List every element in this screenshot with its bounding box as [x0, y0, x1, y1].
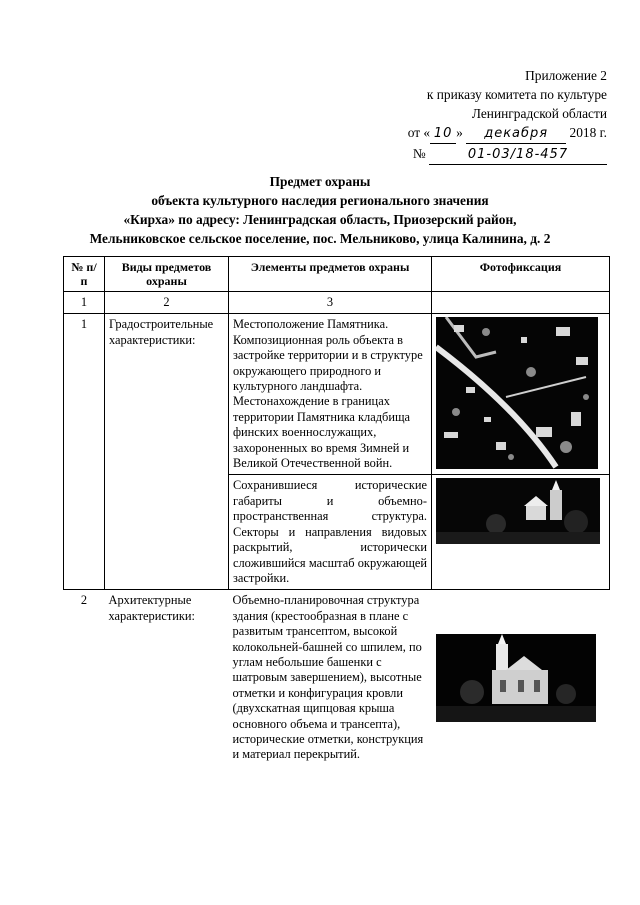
row2-type: Архитектурные характеристики: — [108, 593, 195, 623]
row1-text-a: Местоположение Памятника. Композиционная роль объекта в застройке территории и в структуре окружающего природного и культурного ландшафта. Местонахождение в границах территории Памятника кладбища финских военнослужащих, захороненных во время Зимней и Великой Отечественной войн. — [229, 314, 432, 475]
colnum-1: 1 — [64, 292, 105, 314]
appendix-number — [408, 144, 607, 165]
row2-text: Объемно-планировочная структура здания (крестообразная в плане с развитым трансептом, высокой колокольней-башней со шпилем, по углам небольшие башенки с шатровым завершением), высотные отметки и конфигурация кровли (двухскатная щипцовая крыша основного объема и трансепта), исторические отметки, конструкция и материал перекрытий. — [232, 593, 424, 762]
header-types: Виды предметов охраны — [105, 257, 229, 292]
row2-photo-cell — [432, 590, 610, 766]
row1-num: 1 — [64, 314, 105, 590]
date-year: 2018 г. — [569, 125, 607, 140]
row1-photo-a-cell — [432, 314, 610, 475]
number-label: № — [412, 146, 426, 161]
date-month: декабря — [466, 124, 566, 144]
church-photo — [436, 634, 596, 722]
row1-photo-b-cell — [432, 475, 610, 590]
title-line-1: Предмет охраны — [269, 174, 371, 189]
protection-table — [63, 256, 610, 766]
appendix-date — [408, 123, 607, 144]
header-elements: Элементы предметов охраны — [229, 257, 432, 292]
row1-text-b: Сохранившиеся исторические габариты и объемно-пространственная структура. Секторы и направления видовых раскрытий, исторически сложившийся масштаб окружающей застройки. — [229, 475, 432, 590]
document-title — [20, 172, 620, 248]
table-row — [64, 590, 610, 766]
date-prefix: от « — [407, 125, 431, 140]
title-line-3: «Кирха» по адресу: Ленинградская область, Приозерский район, — [123, 212, 517, 227]
header-num: № п/п — [64, 257, 105, 292]
row2-num: 2 — [80, 593, 88, 608]
document-number: 01-03/18-457 — [429, 145, 607, 165]
colnum-4-empty — [432, 292, 610, 314]
landscape-photo — [436, 478, 600, 544]
colnum-3: 3 — [229, 292, 432, 314]
table-header-row — [64, 257, 610, 292]
date-day: 10 — [430, 124, 456, 144]
row1-type: Градостроительные характеристики: — [105, 314, 229, 590]
appendix-block — [408, 66, 607, 165]
colnum-2: 2 — [105, 292, 229, 314]
aerial-photo — [436, 317, 598, 469]
table-row — [64, 314, 610, 475]
header-photo: Фотофиксация — [432, 257, 610, 292]
title-line-2: объекта культурного наследия регионального значения — [151, 193, 489, 208]
date-mid: » — [456, 125, 463, 140]
title-line-4: Мельниковское сельское поселение, пос. Мельниково, улица Калинина, д. 2 — [89, 231, 551, 246]
appendix-line-2: к приказу комитета по культуре — [426, 87, 607, 102]
appendix-line-3: Ленинградской области — [471, 106, 607, 121]
column-number-row — [64, 292, 610, 314]
appendix-line-1: Приложение 2 — [525, 68, 607, 83]
